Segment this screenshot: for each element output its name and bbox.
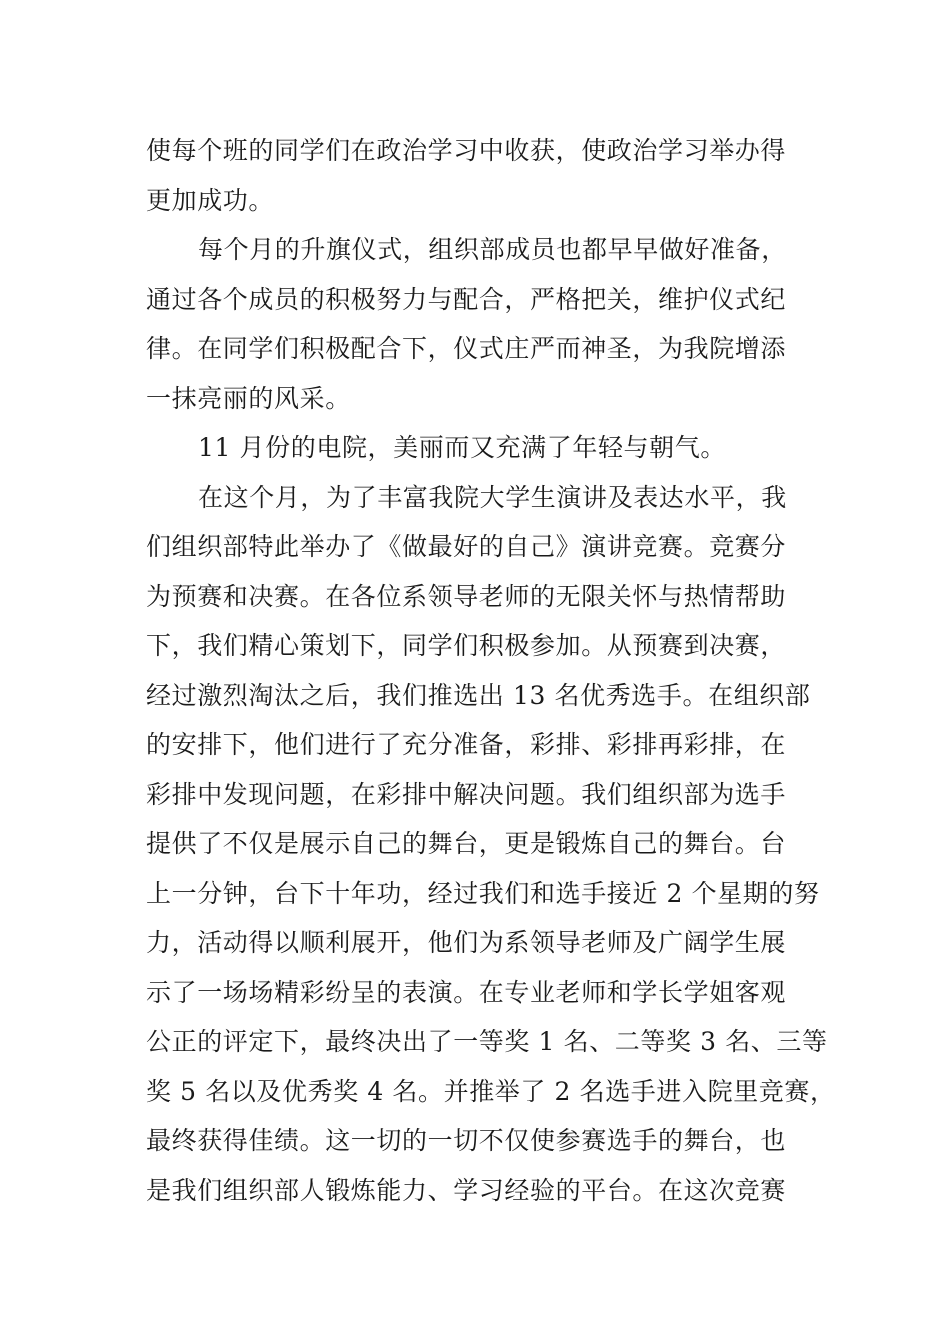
text-line: 一抹亮丽的风采。 xyxy=(146,383,351,413)
document-body xyxy=(146,126,836,1215)
text-line: 上一分钟，台下十年功，经过我们和选手接近 2 个星期的努 xyxy=(146,878,820,908)
text-line: 的安排下，他们进行了充分准备，彩排、彩排再彩排，在 xyxy=(146,730,787,759)
text-line: 更加成功。 xyxy=(146,185,275,215)
text-line: 下，我们精心策划下，同学们积极参加。从预赛到决赛， xyxy=(146,631,787,660)
text-line: 经过激烈淘汰之后，我们推选出 13 名优秀选手。在组织部 xyxy=(146,680,811,710)
text-line: 彩排中发现问题，在彩排中解决问题。我们组织部为选手 xyxy=(146,779,787,809)
text-line: 公正的评定下，最终决出了一等奖 1 名、二等奖 3 名、三等 xyxy=(146,1027,828,1056)
paragraph-first-line: 11 月份的电院，美丽而又充满了年轻与朝气。 xyxy=(198,433,726,462)
text-line: 最终获得佳绩。这一切的一切不仅使参赛选手的舞台，也 xyxy=(146,1126,787,1155)
text-line: 示了一场场精彩纷呈的表演。在专业老师和学长学姐客观 xyxy=(146,977,787,1007)
text-line: 律。在同学们积极配合下，仪式庄严而神圣，为我院增添 xyxy=(146,334,787,363)
text-line: 提供了不仅是展示自己的舞台，更是锻炼自己的舞台。台 xyxy=(146,829,787,858)
paragraph-first-line: 每个月的升旗仪式，组织部成员也都早早做好准备， xyxy=(198,235,787,264)
text-line: 奖 5 名以及优秀奖 4 名。并推举了 2 名选手进入院里竞赛， xyxy=(146,1076,836,1106)
text-line: 为预赛和决赛。在各位系领导老师的无限关怀与热情帮助 xyxy=(146,581,787,611)
text-line: 力，活动得以顺利展开，他们为系领导老师及广阔学生展 xyxy=(146,928,787,957)
paragraph-first-line: 在这个月，为了丰富我院大学生演讲及表达水平，我 xyxy=(198,482,787,512)
text-line: 是我们组织部人锻炼能力、学习经验的平台。在这次竞赛 xyxy=(146,1175,787,1205)
text-line: 们组织部特此举办了《做最好的自己》演讲竞赛。竞赛分 xyxy=(146,532,787,561)
text-line: 使每个班的同学们在政治学习中收获，使政治学习举办得 xyxy=(146,136,787,165)
text-line: 通过各个成员的积极努力与配合，严格把关，维护仪式纪 xyxy=(146,284,787,314)
